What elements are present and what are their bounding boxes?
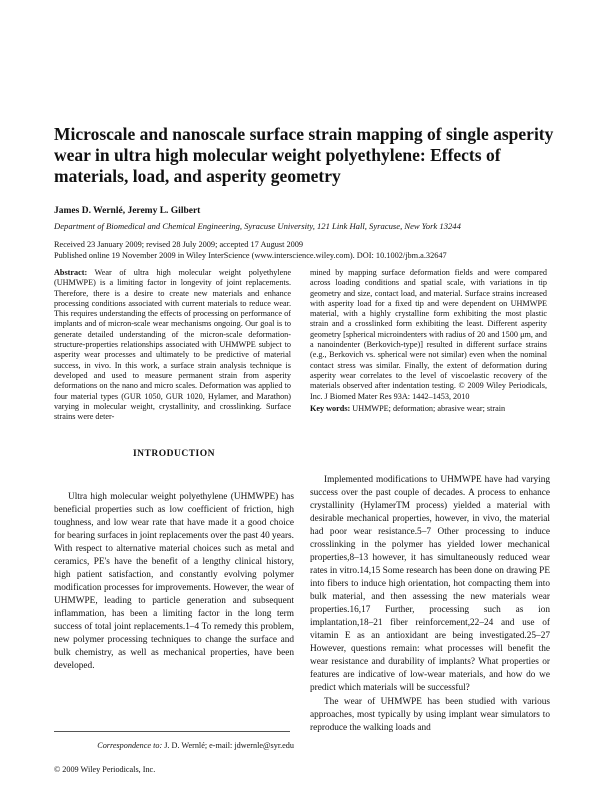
intro-right-paragraph-2: The wear of UHMWPE has been studied with various approaches, most typically by using implant wear simulators to reproduce the walking loads and — [310, 697, 550, 733]
keywords — [310, 404, 550, 414]
published-line: Published online 19 November 2009 in Wiley InterScience (www.interscience.wiley.com). DOI: 10.1002/jbm.a.32647 — [54, 251, 447, 260]
intro-left-column: Ultra high molecular weight polyethylene (UHMWPE) has beneficial properties such as low coefficient of friction, high toughness, and low wear rate that have made it a good choice for bearing surfaces in joint replacements over the past 40 years. With respect to alternative material choices such as metal and ceramics, PE's have the benefit of a lengthy clinical history, high patient satisfaction, and constantly evolving polymer modification processes for improvements. However, the wear of UHMWPE, leading to particle generation and subsequent inflammation, has been a limiting factor in the long term success of total joint replacements.1–4 To remedy this problem, new polymer processing techniques to change the surface and bulk chemistry, as well as mechanical properties, have been developed. — [54, 492, 294, 671]
abstract-right-column: mined by mapping surface deformation fields and were compared across loading conditions and spatial scale, with variations in tip geometry and size, contact load, and material. Surface strains increased with asperity load for a fixed tip and were dependent on UHMWPE material, with a highly crystalline form exhibiting the most plastic strain and a crosslinked form exhibiting the least. Different asperity geometry [spherical microindenters with radius of 20 and 1500 μm, and a nanoindenter (Berkovich-type)] resulted in different surface strains (e.g., Berkovich vs. spherical were not similar) even when the nominal contact stress was similar. Finally, the extent of deformation during asperity wear correlates to the level of viscoelastic recovery of the materials observed after indentation testing. © 2009 Wiley Periodicals, Inc. J Biomed Mater Res 93A: 1442–1453, 2010 — [310, 268, 547, 401]
section-heading-introduction: INTRODUCTION — [132, 449, 215, 459]
abstract-text-left: Wear of ultra high molecular weight polyethylene (UHMWPE) is a limiting factor in longevity of joint replacements. Therefore, there is a desire to create new materials and enhance processing conditions associated with current materials to reduce wear. This requires understanding the effects of processing on performance of implants and of micron-scale wear mechanisms ongoing. Our goal is to generate detailed understanding of the micron-scale deformation-structure-properties relationships associated with UHMWPE subject to asperity wear processes and ultimately to be predictive of material success, in vivo. In this work, a surface strain analysis technique is developed and used to measure permanent strain from asperity deformations on the nano and micro scales. Deformation was applied to four material types (GUR 1050, GUR 1020, Hylamer, and Marathon) varying in molecular weight, crystallinity, and crosslinking. Surface strains were deter- — [54, 268, 291, 422]
received-line: Received 23 January 2009; revised 28 July 2009; accepted 17 August 2009 — [54, 240, 304, 249]
copyright: © 2009 Wiley Periodicals, Inc. — [54, 765, 156, 774]
keywords-label: Key words: — [310, 404, 351, 413]
correspondence-text: J. D. Wernlé; e-mail: jdwernle@syr.edu — [164, 741, 294, 750]
footnote-rule — [54, 731, 290, 732]
authors: James D. Wernlé, Jeremy L. Gilbert — [54, 206, 201, 216]
abstract-label: Abstract: — [54, 268, 88, 277]
intro-right-column — [310, 474, 550, 735]
affiliation: Department of Biomedical and Chemical Engineering, Syracuse University, 121 Link Hall, Syracuse, New York 13244 — [54, 221, 461, 231]
paper-title: Microscale and nanoscale surface strain mapping of single asperity wear in ultra high molecular weight polyethylene: Effects of materials, load, and asperity geometry — [54, 124, 554, 186]
correspondence — [54, 741, 294, 750]
publication-dates — [54, 239, 574, 261]
keywords-text: UHMWPE; deformation; abrasive wear; strain — [352, 404, 506, 413]
abstract-left-column — [54, 268, 291, 422]
correspondence-label: Correspondence to: — [97, 741, 163, 750]
intro-right-paragraph-1: Implemented modifications to UHMWPE have had varying success over the past couple of decades. A process to enhance crystallinity (HylamerTM process) yielded a material with desirable mechanical properties, however, in vivo, the material had poor wear resistance.5–7 Other processing to induce crosslinking in the polymer has yielded lower mechanical properties,8–13 however, it has simultaneously reduced wear rates in vitro.14,15 Some research has been done on drawing PE into fibers to induce high orientation, hot compacting them into bulk material, and then assessing the new materials wear properties.16,17 Further, processing such as ion implantation,18–21 fiber reinforcement,22–24 and use of vitamin E as an antioxidant are being investigated.25–27 However, questions remain: what processes will benefit the wear resistance and durability of implants? What properties or features are indicative of low-wear materials, and how do we predict which materials will be successful? — [310, 475, 550, 693]
